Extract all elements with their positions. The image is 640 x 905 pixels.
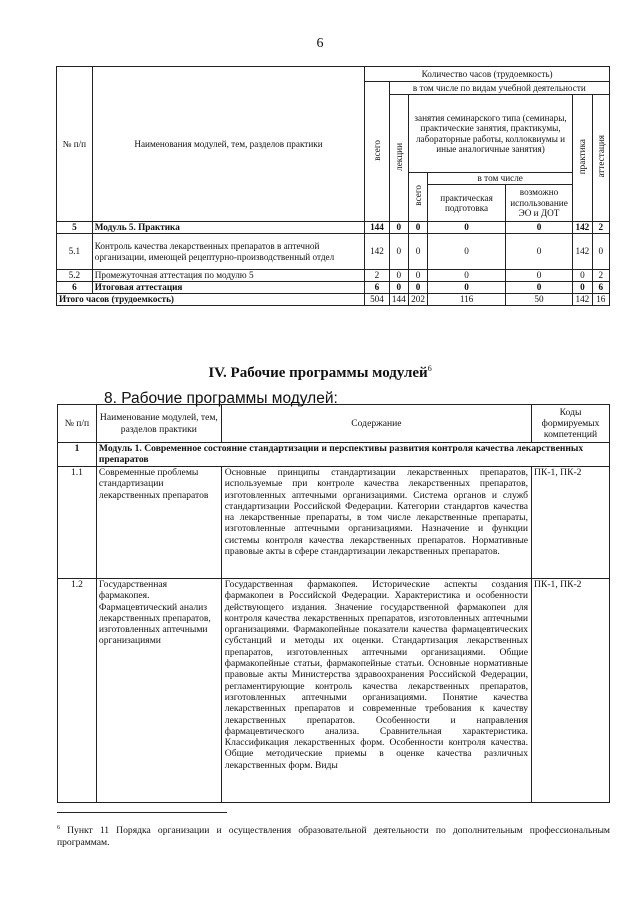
header-total [365,82,389,222]
cell-content: Государственная фармакопея. Исторические аспекты создания фармакопеи в Российской Федерации. Характеристика и особенности действующего издания. Значение государственной фармакопеи для контроля качества лекарственных препаратов, изготовленных аптечными организациями. Фармакопейные показатели качества фармацевтических субстанций и методы их оценки. Стандартизация лекарственных препаратов, изготовленных аптечными организациями. Общие фармакопейные статьи, фармакопейные статьи. Основные нормативные правовые акты Министерства здравоохранения Российской Федерации, регламентирующие контроль качества лекарственных препаратов, изготовленных аптечными организациями. Понятие качества лекарственных препаратов и современные требования к качеству лекарственных препаратов. Особенности и направления фармацевтического анализа. Сравнительная характеристика. Классификация лекарственных форм. Особенности контроля качества. Общие методические приемы в оценке качества различных лекарственных форм. Виды [221,579,531,803]
header-name: Наименования модулей, тем, разделов практики [92,67,365,222]
table-row [58,467,610,579]
table-row [57,270,610,282]
header-name: Наименование модулей, тем, разделов практики [96,405,221,443]
table-row [57,282,610,294]
cell-lec: 0 [389,270,408,282]
module-title: Модуль 1. Современное состояние стандартизации и перспективы развития контроля качества лекарственных препаратов [96,443,609,467]
cell-prac: 142 [573,222,592,234]
section-heading-text: IV. Рабочие программы модулей [208,365,428,381]
programs-table [57,404,610,803]
table-row [57,222,610,234]
cell-sem: 0 [408,222,427,234]
cell-att: 2 [592,222,609,234]
header-codes: Коды формируемых компетенций [532,405,610,443]
cell-eo: 0 [505,222,572,234]
header-practical: практическая подготовка [428,185,506,222]
cell-pr: 116 [428,294,506,306]
table-row [57,234,610,270]
cell-prac: 0 [573,270,592,282]
cell-pr: 0 [428,222,506,234]
footnote [57,822,610,849]
header-incl-types: в том числе по видам учебной деятельности [389,82,609,95]
header-seminar-total-text: всего [412,185,423,207]
cell-eo: 50 [505,294,572,306]
cell-prac: 0 [573,282,592,294]
cell-total: 144 [365,222,389,234]
header-lectures-text: лекции [393,142,404,171]
cell-codes: ПК-1, ПК-2 [532,467,610,579]
cell-total: 2 [365,270,389,282]
header-content: Содержание [221,405,531,443]
header-seminar-total [408,173,427,222]
cell-sem: 0 [408,234,427,270]
cell-eo: 0 [505,282,572,294]
cell-sem: 0 [408,270,427,282]
header-practice-text: практика [577,139,588,175]
cell-sem: 202 [408,294,427,306]
cell-sem: 0 [408,282,427,294]
cell-pr: 0 [428,270,506,282]
cell-lec: 0 [389,282,408,294]
header-incl: в том числе [428,173,573,185]
footnote-text: Пункт 11 Порядка организации и осуществления образовательной деятельности по дополнительным профессиональным программам. [57,825,610,849]
cell-att: 2 [592,270,609,282]
footnote-divider [57,812,227,813]
subheading: 8. Рабочие программы модулей: [104,390,338,407]
section-heading [0,364,640,382]
cell-prac: 142 [573,294,592,306]
cell-num: 1.1 [58,467,97,579]
cell-prac: 142 [573,234,592,270]
header-hours: Количество часов (трудоемкость) [365,67,610,82]
cell-att: 16 [592,294,609,306]
header-num: № п/п [57,67,93,222]
cell-total-label: Итого часов (трудоемкость) [57,294,365,306]
cell-num: 1.2 [58,579,97,803]
cell-eo: 0 [505,234,572,270]
cell-total: 6 [365,282,389,294]
header-practice [573,95,592,222]
cell-codes: ПК-1, ПК-2 [532,579,610,803]
cell-name: Модуль 5. Практика [92,222,365,234]
cell-pr: 0 [428,234,506,270]
cell-att: 6 [592,282,609,294]
module-num: 1 [58,443,97,467]
table-row [58,579,610,803]
header-lectures [389,95,408,222]
cell-name: Промежуточная аттестация по модулю 5 [92,270,365,282]
cell-name: Итоговая аттестация [92,282,365,294]
cell-content: Основные принципы стандартизации лекарственных препаратов, используемые при контроле качества лекарственных препаратов, изготовленных аптечными организациями. Система органов и служб стандартизации Российской Федерации. Категории стандартов качества на лекарственные препараты, в том числе лекарственные препараты, изготовленные аптечными организациями. Назначение и функции системы контроля качества лекарственных препаратов. Нормативные правовые акты в сфере стандартизации лекарственных препаратов. [221,467,531,579]
page-number: 6 [316,36,324,51]
footnote-ref: 6 [427,364,432,373]
footnote-mark: 6 [57,825,60,831]
header-attestation-text: аттестация [595,135,606,179]
cell-name: Контроль качества лекарственных препаратов в аптечной организации, имеющей рецептурно-производственный отдел [92,234,365,270]
header-attestation [592,95,609,222]
cell-total: 142 [365,234,389,270]
cell-num: 6 [57,282,93,294]
cell-num: 5.1 [57,234,93,270]
cell-lec: 0 [389,234,408,270]
cell-num: 5.2 [57,270,93,282]
total-row [57,294,610,306]
cell-total: 504 [365,294,389,306]
header-num: № п/п [58,405,97,443]
cell-name: Государственная фармакопея. Фармацевтический анализ лекарственных препаратов, изготовленных аптечными организациями [96,579,221,803]
cell-pr: 0 [428,282,506,294]
header-eo: возможно использование ЭО и ДОТ [505,185,572,222]
hours-table [56,66,610,306]
cell-att: 0 [592,234,609,270]
header-total-text: всего [371,139,382,161]
cell-eo: 0 [505,270,572,282]
module-row [58,443,610,467]
cell-lec: 144 [389,294,408,306]
cell-lec: 0 [389,222,408,234]
header-seminar: занятия семинарского типа (семинары, практические занятия, практикумы, лабораторные работы, коллоквиумы и иные аналогичные занятия) [408,95,572,173]
cell-num: 5 [57,222,93,234]
cell-name: Современные проблемы стандартизации лекарственных препаратов [96,467,221,579]
